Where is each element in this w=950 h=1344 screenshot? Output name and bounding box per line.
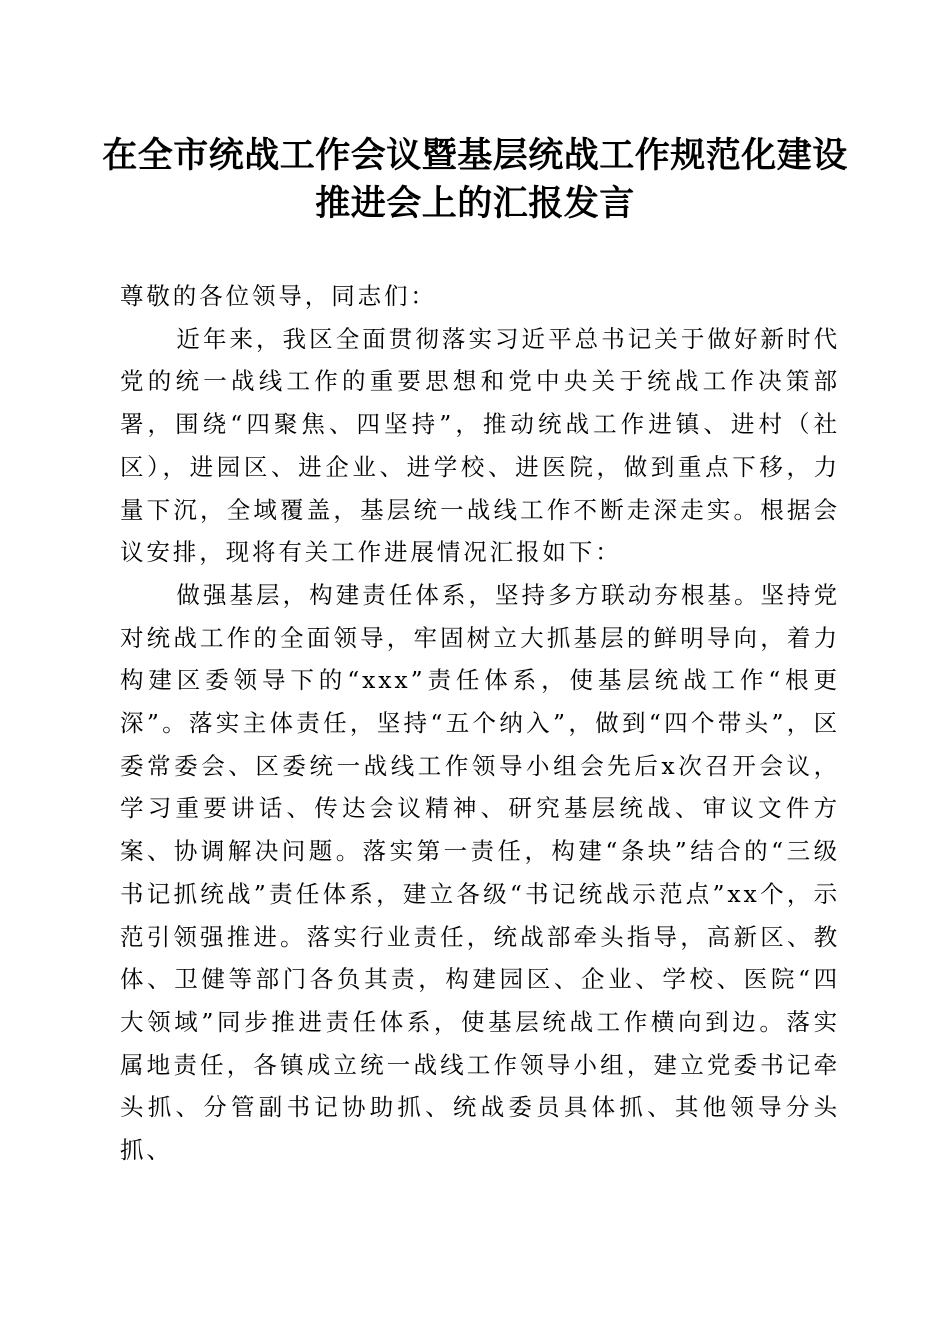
paragraph-intro: 近年来，我区全面贯彻落实习近平总书记关于做好新时代党的统一战线工作的重要思想和党中央关于统战工作决策部署，围绕“四聚焦、四坚持”，推动统战工作进镇、进村（社区），进园区、进企业、进学校、进医院，做到重点下移，力量下沉，全域覆盖，基层统一战线工作不断走深走实。根据会议安排，现将有关工作进展情况汇报如下： — [120, 324, 840, 567]
paragraph-section-1: 做强基层，构建责任体系，坚持多方联动夯根基。坚持党对统战工作的全面领导，牢固树立大抓基层的鲜明导向，着力构建区委领导下的“xxx”责任体系，使基层统战工作“根更深”。落实主体责任，坚持“五个纳入”，做到“四个带头”，区委常委会、区委统一战线工作领导小组会先后x次召开会议，学习重要讲话、传达会议精神、研究基层统战、审议文件方案、协调解决问题。落实第一责任，构建“条块”结合的“三级书记抓统战”责任体系，建立各级“书记统战示范点”xx个，示范引领强推进。落实行业责任，统战部牵头指导，高新区、教体、卫健等部门各负其责，构建园区、企业、学校、医院“四大领域”同步推进责任体系，使基层统战工作横向到边。落实属地责任，各镇成立统一战线工作领导小组，建立党委书记牵头抓、分管副书记协助抓、统战委员具体抓、其他领导分头抓、 — [120, 580, 840, 1165]
salutation: 尊敬的各位领导，同志们： — [120, 282, 437, 310]
document-title: 在全市统战工作会议暨基层统战工作规范化建设推进会上的汇报发言 — [102, 135, 848, 224]
document-body — [120, 275, 840, 1172]
